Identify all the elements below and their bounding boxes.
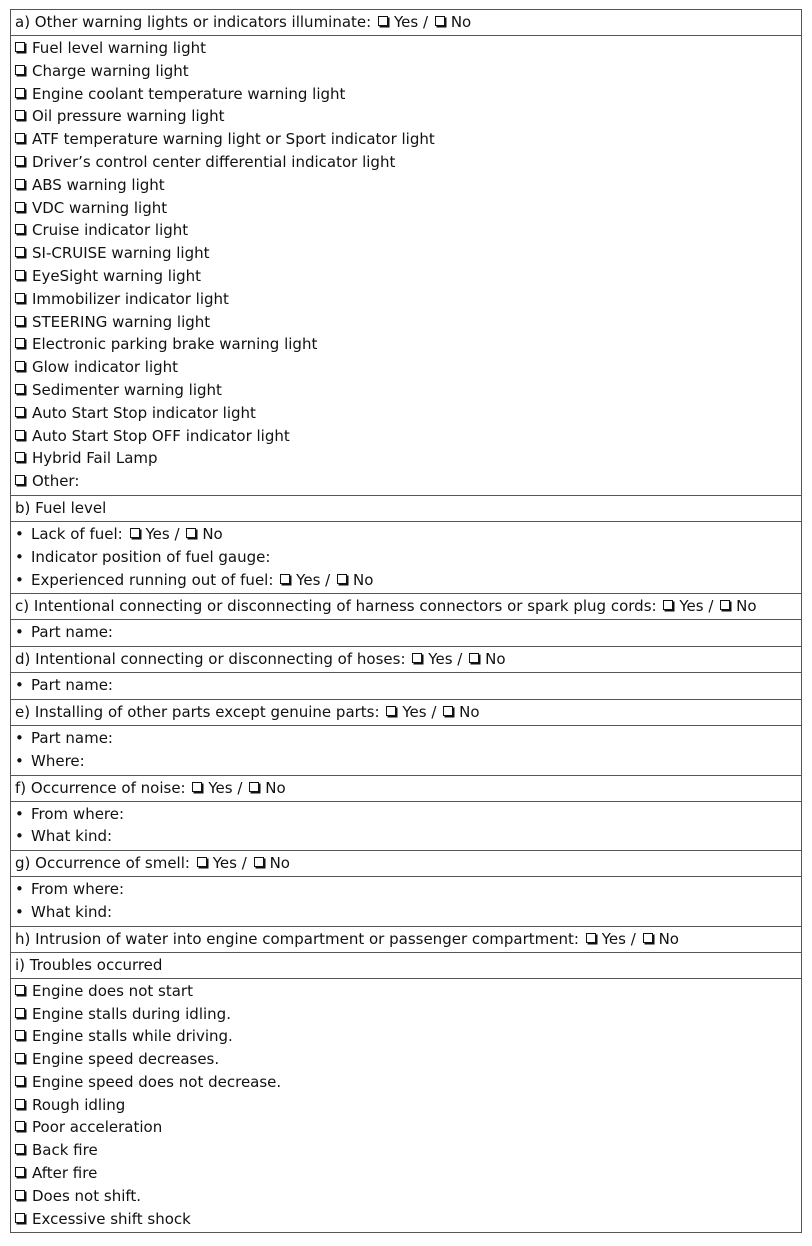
checkbox-item-label: Engine does not start — [32, 981, 193, 1000]
checkbox-item-label: ATF temperature warning light or Sport indicator light — [32, 130, 435, 149]
checkbox-item-label: Glow indicator light — [32, 358, 179, 377]
checkbox-item[interactable] — [15, 219, 801, 242]
checkbox-item-label: Other: — [32, 472, 80, 491]
bullet-item-label: Lack of fuel: — [31, 524, 123, 543]
checkbox-item[interactable] — [15, 1048, 801, 1071]
checkbox-item-label: VDC warning light — [32, 198, 168, 217]
checkbox-item-label: Rough idling — [32, 1095, 126, 1114]
section-d-title: d) Intentional connecting or disconnecting of hoses: — [15, 650, 406, 669]
checkbox-item-label: Poor acceleration — [32, 1118, 163, 1137]
checkbox-icon[interactable] — [15, 156, 25, 166]
checkbox-item-label: After fire — [32, 1164, 98, 1183]
checkbox-item-label: Engine stalls during idling. — [32, 1004, 231, 1023]
bullet-item-label: What kind: — [31, 902, 113, 921]
bullet-item — [15, 674, 801, 697]
checkbox-item-label: STEERING warning light — [32, 312, 211, 331]
checkbox-item[interactable] — [15, 311, 801, 334]
bullet-item-label: Part name: — [31, 676, 113, 695]
checkbox-icon[interactable] — [15, 407, 25, 417]
bullet-item-label: Indicator position of fuel gauge: — [31, 547, 271, 566]
bullet-item — [15, 901, 801, 924]
section-d-no-checkbox[interactable] — [469, 653, 479, 663]
bullet-item-no-label: No — [353, 570, 374, 589]
checkbox-item-label: Cruise indicator light — [32, 221, 189, 240]
checkbox-item-label: ABS warning light — [32, 175, 165, 194]
section-b-header — [11, 496, 801, 522]
checkbox-item[interactable] — [15, 60, 801, 83]
checkbox-item[interactable] — [15, 128, 801, 151]
checkbox-item[interactable] — [15, 1094, 801, 1117]
section-c-body — [11, 620, 801, 647]
checkbox-item[interactable] — [15, 83, 801, 106]
section-g-no-checkbox[interactable] — [254, 857, 264, 867]
checkbox-item[interactable] — [15, 105, 801, 128]
checkbox-icon[interactable] — [15, 1076, 25, 1086]
section-i-body — [11, 979, 801, 1233]
section-c-title: c) Intentional connecting or disconnecting of harness connectors or spark plug cords: — [15, 597, 657, 616]
checkbox-icon[interactable] — [15, 1121, 25, 1131]
bullet-item — [15, 621, 801, 644]
section-a-yes-checkbox[interactable] — [378, 16, 388, 26]
checkbox-item[interactable] — [15, 447, 801, 470]
section-e-no-checkbox[interactable] — [443, 706, 453, 716]
checkbox-icon[interactable] — [15, 475, 25, 485]
section-h-header — [11, 927, 801, 953]
section-e-body — [11, 726, 801, 776]
section-e-title: e) Installing of other parts except genuine parts: — [15, 702, 380, 721]
checkbox-item[interactable] — [15, 980, 801, 1003]
checkbox-icon[interactable] — [15, 1053, 25, 1063]
bullet-item — [15, 750, 801, 773]
section-a-yes-label: Yes / — [394, 13, 429, 31]
section-b-body — [11, 522, 801, 594]
section-a-title: a) Other warning lights or indicators illuminate: — [15, 13, 372, 31]
checkbox-icon[interactable] — [15, 430, 25, 440]
checkbox-icon[interactable] — [15, 1099, 25, 1109]
section-f-title: f) Occurrence of noise: — [15, 778, 186, 797]
bullet-icon: • — [15, 623, 24, 642]
section-f-yes-label: Yes / — [208, 778, 243, 797]
checkbox-icon[interactable] — [15, 224, 25, 234]
checkbox-item[interactable] — [15, 379, 801, 402]
checkbox-item[interactable] — [15, 288, 801, 311]
bullet-item-yes-checkbox[interactable] — [130, 528, 140, 538]
checkbox-item-label: Engine speed does not decrease. — [32, 1072, 282, 1091]
checkbox-icon[interactable] — [15, 1167, 25, 1177]
section-e-no-label: No — [459, 702, 480, 721]
bullet-icon: • — [15, 524, 24, 543]
checkbox-item-label: Auto Start Stop OFF indicator light — [32, 426, 290, 445]
checkbox-icon[interactable] — [15, 293, 25, 303]
section-b-title: b) Fuel level — [15, 498, 107, 517]
section-g-yes-checkbox[interactable] — [197, 857, 207, 867]
section-e-yes-label: Yes / — [402, 702, 437, 721]
checkbox-icon[interactable] — [15, 179, 25, 189]
bullet-icon: • — [15, 804, 24, 823]
bullet-icon: • — [15, 827, 24, 846]
checkbox-item-label: Does not shift. — [32, 1186, 142, 1205]
checkbox-icon[interactable] — [15, 1030, 25, 1040]
checkbox-item[interactable] — [15, 1071, 801, 1094]
section-a-no-checkbox[interactable] — [435, 16, 445, 26]
section-d-yes-label: Yes / — [428, 650, 463, 669]
checkbox-item[interactable] — [15, 425, 801, 448]
section-d-yes-checkbox[interactable] — [412, 653, 422, 663]
bullet-item-label: From where: — [31, 804, 125, 823]
section-c-no-checkbox[interactable] — [720, 600, 730, 610]
checkbox-item-label: Engine coolant temperature warning light — [32, 84, 346, 103]
section-d-header — [11, 647, 801, 673]
section-h-yes-label: Yes / — [601, 929, 636, 948]
checkbox-item[interactable] — [15, 37, 801, 60]
checkbox-icon[interactable] — [15, 65, 25, 75]
bullet-icon: • — [15, 902, 24, 921]
section-d-no-label: No — [485, 650, 506, 669]
checkbox-item-label: Sedimenter warning light — [32, 380, 222, 399]
checkbox-item-label: Engine stalls while driving. — [32, 1027, 233, 1046]
checkbox-item[interactable] — [15, 333, 801, 356]
checkbox-icon[interactable] — [15, 361, 25, 371]
section-e-header — [11, 700, 801, 726]
bullet-item-no-label: No — [202, 524, 223, 543]
section-f-no-label: No — [265, 778, 286, 797]
bullet-item — [15, 569, 801, 592]
bullet-item-yes-label: Yes / — [145, 524, 180, 543]
checkbox-item-label: SI-CRUISE warning light — [32, 244, 210, 263]
checkbox-icon[interactable] — [15, 202, 25, 212]
section-i-header — [11, 953, 801, 979]
checkbox-item[interactable] — [15, 1116, 801, 1139]
checkbox-icon[interactable] — [15, 1213, 25, 1223]
section-f-yes-checkbox[interactable] — [192, 782, 202, 792]
bullet-item — [15, 803, 801, 826]
checkbox-icon[interactable] — [15, 133, 25, 143]
checkbox-item[interactable] — [15, 174, 801, 197]
checkbox-icon[interactable] — [15, 1144, 25, 1154]
section-g-yes-label: Yes / — [212, 854, 247, 873]
bullet-item — [15, 523, 801, 546]
section-a-header — [11, 10, 801, 36]
checkbox-item[interactable] — [15, 197, 801, 220]
checkbox-item[interactable] — [15, 1162, 801, 1185]
checkbox-item[interactable] — [15, 265, 801, 288]
checkbox-icon[interactable] — [15, 985, 25, 995]
section-i-title: i) Troubles occurred — [15, 955, 163, 974]
checkbox-item[interactable] — [15, 242, 801, 265]
checkbox-item[interactable] — [15, 1139, 801, 1162]
checkbox-item[interactable] — [15, 470, 801, 493]
bullet-item-label: Where: — [31, 751, 85, 770]
checkbox-icon[interactable] — [15, 384, 25, 394]
checkbox-icon[interactable] — [15, 88, 25, 98]
bullet-item-no-checkbox[interactable] — [337, 574, 347, 584]
bullet-item-label: What kind: — [31, 827, 113, 846]
bullet-icon: • — [15, 880, 24, 899]
section-c-header — [11, 594, 801, 620]
bullet-item — [15, 825, 801, 848]
checkbox-icon[interactable] — [15, 338, 25, 348]
bullet-item-yes-label: Yes / — [296, 570, 331, 589]
section-a-body — [11, 36, 801, 496]
section-g-header — [11, 851, 801, 877]
bullet-icon: • — [15, 676, 24, 695]
checkbox-item-label: EyeSight warning light — [32, 266, 202, 285]
section-c-yes-label: Yes / — [679, 597, 714, 616]
bullet-icon: • — [15, 751, 24, 770]
checkbox-item-label: Engine speed decreases. — [32, 1050, 220, 1069]
checkbox-icon[interactable] — [15, 270, 25, 280]
bullet-icon: • — [15, 547, 24, 566]
section-g-title: g) Occurrence of smell: — [15, 854, 190, 873]
section-g-body — [11, 877, 801, 927]
section-d-body — [11, 673, 801, 700]
checkbox-icon[interactable] — [15, 1190, 25, 1200]
checkbox-icon[interactable] — [15, 42, 25, 52]
checkbox-item[interactable] — [15, 356, 801, 379]
section-h-title: h) Intrusion of water into engine compartment or passenger compartment: — [15, 929, 579, 948]
checkbox-item[interactable] — [15, 1185, 801, 1208]
section-f-header — [11, 776, 801, 802]
bullet-item-label: From where: — [31, 880, 125, 899]
checkbox-item-label: Oil pressure warning light — [32, 107, 225, 126]
checkbox-item[interactable] — [15, 402, 801, 425]
checkbox-item-label: Immobilizer indicator light — [32, 289, 229, 308]
checkbox-icon[interactable] — [15, 452, 25, 462]
section-h-no-label: No — [658, 929, 679, 948]
troubleshooting-questionnaire — [10, 9, 802, 1233]
bullet-icon: • — [15, 728, 24, 747]
checkbox-item-label: Excessive shift shock — [32, 1209, 191, 1228]
checkbox-item-label: Hybrid Fail Lamp — [32, 449, 158, 468]
section-e-yes-checkbox[interactable] — [386, 706, 396, 716]
bullet-item-label: Experienced running out of fuel: — [31, 570, 274, 589]
section-c-yes-checkbox[interactable] — [663, 600, 673, 610]
checkbox-item-label: Auto Start Stop indicator light — [32, 403, 256, 422]
checkbox-item-label: Electronic parking brake warning light — [32, 335, 318, 354]
checkbox-item-label: Back fire — [32, 1141, 98, 1160]
checkbox-item-label: Driver’s control center differential indicator light — [32, 152, 396, 171]
bullet-item-label: Part name: — [31, 623, 113, 642]
bullet-icon: • — [15, 570, 24, 589]
checkbox-item-label: Fuel level warning light — [32, 39, 206, 57]
section-g-no-label: No — [269, 854, 290, 873]
section-f-body — [11, 802, 801, 852]
checkbox-icon[interactable] — [15, 110, 25, 120]
bullet-item — [15, 727, 801, 750]
checkbox-item[interactable] — [15, 151, 801, 174]
checkbox-item[interactable] — [15, 1208, 801, 1231]
checkbox-item[interactable] — [15, 1025, 801, 1048]
section-h-no-checkbox[interactable] — [643, 933, 653, 943]
section-c-no-label: No — [736, 597, 757, 616]
checkbox-item-label: Charge warning light — [32, 61, 189, 80]
bullet-item — [15, 878, 801, 901]
checkbox-icon[interactable] — [15, 1008, 25, 1018]
section-a-no-label: No — [450, 13, 472, 31]
bullet-item-no-checkbox[interactable] — [186, 528, 196, 538]
bullet-item — [15, 546, 801, 569]
checkbox-icon[interactable] — [15, 247, 25, 257]
bullet-item-label: Part name: — [31, 728, 113, 747]
checkbox-icon[interactable] — [15, 316, 25, 326]
checkbox-item[interactable] — [15, 1003, 801, 1026]
section-f-no-checkbox[interactable] — [249, 782, 259, 792]
bullet-item-yes-checkbox[interactable] — [280, 574, 290, 584]
section-h-yes-checkbox[interactable] — [586, 933, 596, 943]
